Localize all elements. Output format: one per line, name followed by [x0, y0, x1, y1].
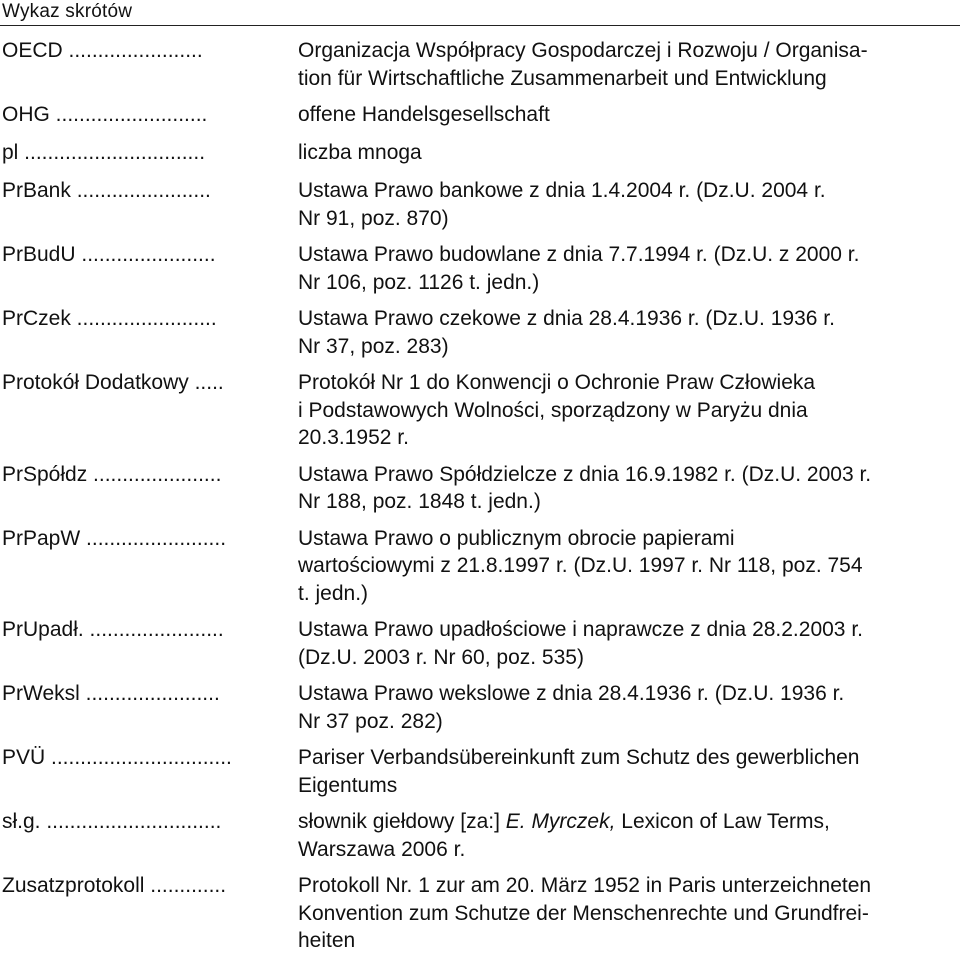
definition-line: Eigentums — [298, 773, 398, 797]
definition-line: offene Handelsgesellschaft — [298, 103, 550, 126]
abbreviation-definition — [298, 460, 958, 516]
abbreviation-term: PrBank ....................... — [2, 179, 211, 202]
abbreviation-definition — [298, 368, 958, 452]
abbreviation-term: PVÜ ............................... — [2, 746, 232, 769]
abbreviation-entry — [2, 304, 958, 360]
definition-line: liczba mnoga — [298, 141, 422, 164]
definition-line: Ustawa Prawo budowlane z dnia 7.7.1994 r. (Dz.U. z 2000 r. — [298, 243, 860, 266]
definition-text: słownik giełdowy [za:] — [298, 810, 506, 833]
abbreviation-term: OHG .......................... — [2, 103, 208, 126]
abbreviation-term: sł.g. .............................. — [2, 810, 222, 833]
abbreviation-definition — [298, 524, 958, 608]
abbreviation-entry — [2, 615, 958, 671]
definition-line: Nr 37, poz. 283) — [298, 334, 449, 358]
abbreviation-entry — [2, 871, 958, 955]
abbreviation-list — [2, 36, 958, 955]
abbreviation-term: Zusatzprotokoll ............. — [2, 874, 227, 897]
abbreviation-entry — [2, 138, 958, 168]
abbreviation-term: pl ............................... — [2, 141, 206, 164]
definition-line: heiten — [298, 929, 356, 952]
definition-line: Ustawa Prawo czekowe z dnia 28.4.1936 r. (Dz.U. 1936 r. — [298, 307, 835, 330]
abbreviation-definition — [298, 240, 958, 296]
definition-line: Nr 188, poz. 1848 t. jedn.) — [298, 490, 541, 513]
page-title: Wykaz skrótów — [2, 1, 133, 22]
definition-line: Ustawa Prawo upadłościowe i naprawcze z dnia 28.2.2003 r. — [298, 618, 863, 641]
abbreviation-entry — [2, 807, 958, 863]
abbreviation-entry — [2, 524, 958, 608]
definition-line: Organizacja Współpracy Gospodarczej i Rozwoju / Organisa- — [298, 39, 868, 62]
abbreviation-term: PrPapW ........................ — [2, 526, 227, 550]
abbreviation-term: PrUpadł. ....................... — [2, 618, 224, 641]
abbreviation-definition — [298, 304, 958, 360]
definition-text: Lexicon of Law Terms, — [615, 810, 830, 833]
abbreviation-entry — [2, 36, 958, 92]
abbreviation-entry — [2, 176, 958, 232]
definition-line: Nr 37 poz. 282) — [298, 709, 443, 733]
definition-line: Nr 91, poz. 870) — [298, 206, 449, 230]
abbreviation-entry — [2, 679, 958, 735]
definition-line: Warszawa 2006 r. — [298, 837, 466, 861]
abbreviation-definition — [298, 138, 958, 167]
author-name: E. Myrczek, — [505, 810, 616, 833]
abbreviation-term: Protokół Dodatkowy ..... — [2, 371, 224, 394]
definition-line: Nr 106, poz. 1126 t. jedn.) — [298, 270, 540, 294]
definition-line — [298, 808, 958, 836]
page-header — [0, 0, 960, 26]
abbreviation-definition — [298, 743, 958, 799]
abbreviation-term: PrBudU ....................... — [2, 243, 216, 266]
abbreviation-definition — [298, 679, 958, 735]
definition-line: tion für Wirtschaftliche Zusammenarbeit und Entwicklung — [298, 66, 827, 90]
definition-line: Ustawa Prawo bankowe z dnia 1.4.2004 r. (Dz.U. 2004 r. — [298, 179, 826, 202]
definition-line: t. jedn.) — [298, 581, 369, 605]
abbreviation-definition — [298, 36, 958, 92]
abbreviation-definition — [298, 615, 958, 671]
abbreviation-entry — [2, 743, 958, 799]
abbreviation-definition — [298, 871, 958, 955]
abbreviation-definition — [298, 100, 958, 129]
definition-line: Ustawa Prawo o publicznym obrocie papierami — [298, 526, 735, 550]
definition-line: Protokół Nr 1 do Konwencji o Ochronie Praw Człowieka — [298, 371, 816, 394]
definition-line: Ustawa Prawo wekslowe z dnia 28.4.1936 r. (Dz.U. 1936 r. — [298, 682, 845, 705]
definition-line: 20.3.1952 r. — [298, 426, 409, 449]
abbreviation-term: PrSpółdz ...................... — [2, 462, 222, 486]
abbreviation-term: PrCzek ........................ — [2, 307, 217, 330]
abbreviation-definition — [298, 176, 958, 232]
definition-line: Konvention zum Schutze der Menschenrechte und Grundfrei- — [298, 901, 869, 925]
definition-line: (Dz.U. 2003 r. Nr 60, poz. 535) — [298, 645, 584, 669]
abbreviation-entry — [2, 460, 958, 516]
abbreviation-term: OECD ....................... — [2, 39, 203, 62]
abbreviation-definition — [298, 807, 958, 863]
definition-line: Protokoll Nr. 1 zur am 20. März 1952 in Paris unterzeichneten — [298, 874, 872, 897]
definition-line: Pariser Verbandsübereinkunft zum Schutz des gewerblichen — [298, 746, 860, 769]
definition-line: Ustawa Prawo Spółdzielcze z dnia 16.9.1982 r. (Dz.U. 2003 r. — [298, 462, 872, 486]
definition-line: wartościowymi z 21.8.1997 r. (Dz.U. 1997 r. Nr 118, poz. 754 — [298, 554, 863, 577]
abbreviation-entry — [2, 240, 958, 296]
definition-line: i Podstawowych Wolności, sporządzony w Paryżu dnia — [298, 398, 808, 422]
abbreviation-entry — [2, 368, 958, 452]
abbreviation-term: PrWeksl ....................... — [2, 682, 220, 705]
abbreviation-entry — [2, 100, 958, 130]
